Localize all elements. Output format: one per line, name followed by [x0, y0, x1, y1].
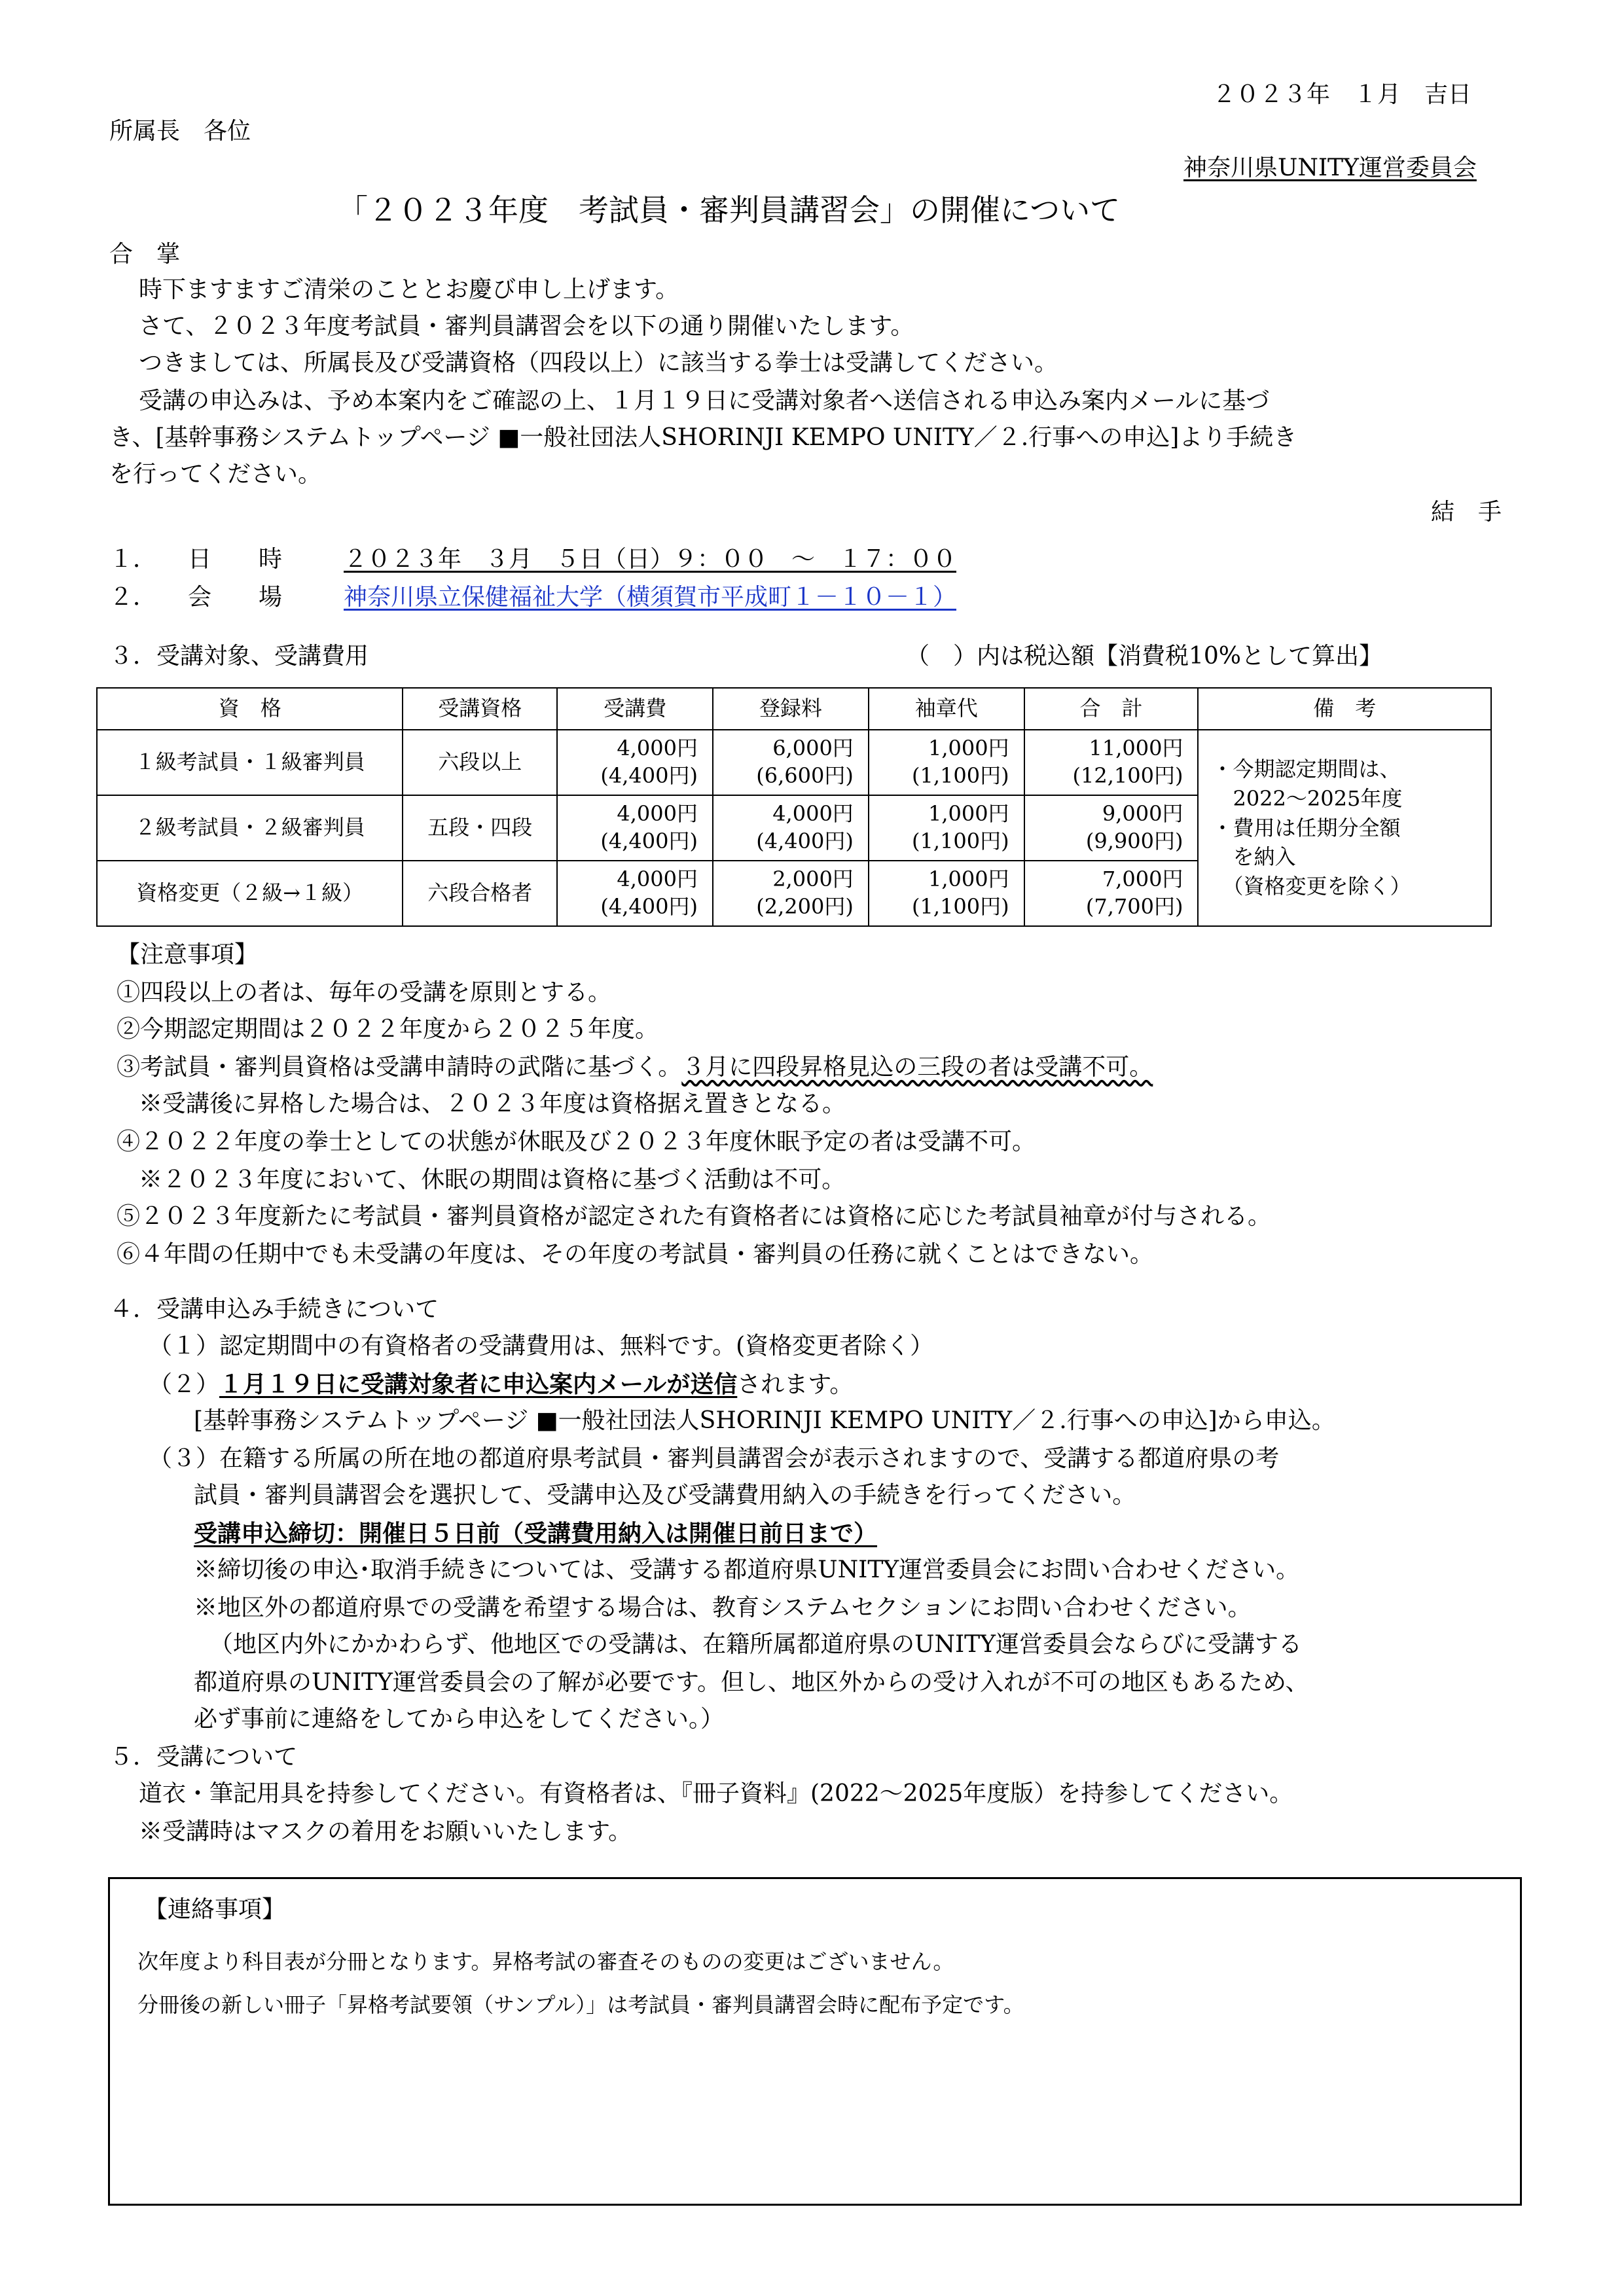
contact-heading: 【連絡事項】	[144, 1896, 286, 1923]
contact-line: 分冊後の新しい冊子「昇格考試要領（サンプル）」は考試員・審判員講習会時に配布予定です。	[137, 1992, 1024, 2017]
procedure-emphasis: １月１９日に受講対象者に申込案内メールが送信	[219, 1371, 738, 1398]
page-title: 「２０２３年度 考試員・審判員講習会」の開催について	[338, 192, 1121, 228]
section-heading: ４．受講申込み手続きについて	[109, 1296, 439, 1323]
procedure-item: 試員・審判員講習会を選択して、受講申込及び受講費用納入の手続きを行ってください。	[194, 1482, 1136, 1509]
column-header: 受講資格	[403, 688, 557, 730]
fee-table	[96, 687, 1492, 927]
greeting-line: を行ってください。	[109, 461, 322, 488]
greeting-line: さて、２０２３年度考試員・審判員講習会を以下の通り開催いたします。	[139, 313, 914, 340]
section-number: ２．	[109, 584, 157, 611]
column-header: 登録料	[713, 688, 869, 730]
column-header: 受講費	[557, 688, 713, 730]
greeting-closing: 結 手	[1431, 499, 1502, 526]
contact-line: 次年度より科目表が分冊となります。昇格考試の審査そのものの変更はございません。	[137, 1949, 954, 1974]
qualification-name: 資格変更（２級→１級）	[97, 861, 403, 926]
section-label: 会 場	[188, 584, 283, 611]
greeting-opening: 合 掌	[109, 241, 181, 268]
attendance-line: ※受講時はマスクの着用をお願いいたします。	[139, 1818, 632, 1845]
column-header: 資 格	[97, 688, 403, 730]
note-item: ①四段以上の者は、毎年の受講を原則とする。	[117, 979, 612, 1006]
note-item: ④２０２２年度の拳士としての状態が休眠及び２０２３年度休眠予定の者は受講不可。	[117, 1128, 1036, 1155]
total-fee: 7,000円 (7,700円)	[1024, 861, 1199, 926]
note-item: ③考試員・審判員資格は受講申請時の武階に基づく。３月に四段昇格見込の三段の者は受講不可。	[117, 1054, 1153, 1081]
note-item: ⑤２０２３年度新たに考試員・審判員資格が認定された有資格者には資格に応じた考試員袖章が付与される。	[117, 1203, 1272, 1230]
column-header: 袖章代	[869, 688, 1024, 730]
qualification-name: ２級考試員・２級審判員	[97, 795, 403, 861]
note-item: ②今期認定期間は２０２２年度から２０２５年度。	[117, 1016, 659, 1043]
table-row	[97, 730, 1491, 795]
note-item: ⑥４年間の任期中でも未受講の年度は、その年度の考試員・審判員の任務に就くことはできない。	[117, 1241, 1154, 1268]
course-fee: 4,000円 (4,400円)	[557, 730, 713, 795]
badge-fee: 1,000円 (1,100円)	[869, 730, 1024, 795]
required-rank: 五段・四段	[403, 795, 557, 861]
section-number: １．	[109, 546, 157, 573]
course-fee: 4,000円 (4,400円)	[557, 795, 713, 861]
procedure-note: 都道府県のUNITY運営委員会の了解が必要です。但し、地区外からの受け入れが不可の地区もあるため、	[194, 1669, 1309, 1696]
procedure-item: （３）在籍する所属の所在地の都道府県考試員・審判員講習会が表示されますので、受講する都道府県の考	[149, 1445, 1280, 1472]
note-emphasis: ３月に四段昇格見込の三段の者は受講不可。	[681, 1054, 1153, 1081]
registration-fee: 2,000円 (2,200円)	[713, 861, 869, 926]
contact-box	[108, 1877, 1522, 2206]
procedure-note: 必ず事前に連絡をしてから申込をしてください。）	[194, 1706, 725, 1732]
procedure-item: （２）１月１９日に受講対象者に申込案内メールが送信されます。	[149, 1371, 854, 1398]
notes-heading: 【注意事項】	[117, 941, 259, 968]
greeting-line: 時下ますますご清栄のこととお慶び申し上げます。	[139, 276, 679, 303]
total-fee: 9,000円 (9,900円)	[1024, 795, 1199, 861]
note-item: ※受講後に昇格した場合は、２０２３年度は資格据え置きとなる。	[139, 1090, 846, 1117]
attendance-line: 道衣・筆記用具を持参してください。有資格者は、『冊子資料』(2022～2025年度版）を持参してください。	[139, 1780, 1293, 1807]
required-rank: 六段以上	[403, 730, 557, 795]
section-heading: ３．受講対象、受講費用	[109, 643, 369, 670]
greeting-line: 受講の申込みは、予め本案内をご確認の上、１月１９日に受講対象者へ送信される申込み案内メールに基づ	[139, 387, 1270, 414]
recipient: 所属長 各位	[109, 118, 251, 145]
section-label: 日 時	[188, 546, 283, 573]
note-item: ※２０２３年度において、休眠の期間は資格に基づく活動は不可。	[139, 1166, 846, 1193]
required-rank: 六段合格者	[403, 861, 557, 926]
application-deadline: 受講申込締切：開催日５日前（受講費用納入は開催日前日まで）	[194, 1520, 878, 1547]
table-header-row	[97, 688, 1491, 730]
procedure-note: ※地区外の都道府県での受講を希望する場合は、教育システムセクションにお問い合わせください。	[194, 1594, 1252, 1621]
remarks-cell: ・今期認定期間は、 2022～2025年度 ・費用は任期分全額 を納入 （資格変更を除く）	[1198, 730, 1491, 926]
badge-fee: 1,000円 (1,100円)	[869, 861, 1024, 926]
procedure-item: （１）認定期間中の有資格者の受講費用は、無料です。(資格変更者除く）	[149, 1333, 934, 1359]
registration-fee: 4,000円 (4,400円)	[713, 795, 869, 861]
column-header: 合 計	[1024, 688, 1199, 730]
qualification-name: １級考試員・１級審判員	[97, 730, 403, 795]
section-heading: ５．受講について	[109, 1744, 298, 1770]
greeting-line: つきましては、所属長及び受講資格（四段以上）に該当する拳士は受講してください。	[139, 350, 1058, 376]
column-header: 備 考	[1198, 688, 1491, 730]
procedure-sub: [基幹事務システムトップページ ■一般社団法人SHORINJI KEMPO UNITY／２.行事への申込]から申込。	[194, 1407, 1335, 1434]
sender: 神奈川県UNITY運営委員会	[1183, 154, 1477, 181]
badge-fee: 1,000円 (1,100円)	[869, 795, 1024, 861]
section-venue	[109, 583, 956, 613]
greeting-line: き、[基幹事務システムトップページ ■一般社団法人SHORINJI KEMPO UNITY／２.行事への申込]より手続き	[109, 424, 1297, 451]
venue-link[interactable]: 神奈川県立保健福祉大学（横須賀市平成町１－１０－１）	[344, 584, 957, 611]
total-fee: 11,000円 (12,100円)	[1024, 730, 1199, 795]
registration-fee: 6,000円 (6,600円)	[713, 730, 869, 795]
issue-date: ２０２３年 １月 吉日	[1212, 81, 1472, 108]
tax-note: （ ）内は税込額【消費税10%として算出】	[906, 643, 1383, 670]
course-fee: 4,000円 (4,400円)	[557, 861, 713, 926]
section-date	[109, 545, 956, 575]
procedure-note: ※締切後の申込･取消手続きについては、受講する都道府県UNITY運営委員会にお問い合わせください。	[194, 1556, 1300, 1583]
event-datetime: ２０２３年 ３月 ５日（日）９：００ ～ １７：００	[344, 546, 957, 573]
procedure-note: （地区内外にかかわらず、他地区での受講は、在籍所属都道府県のUNITY運営委員会ならびに受講する	[209, 1631, 1302, 1658]
